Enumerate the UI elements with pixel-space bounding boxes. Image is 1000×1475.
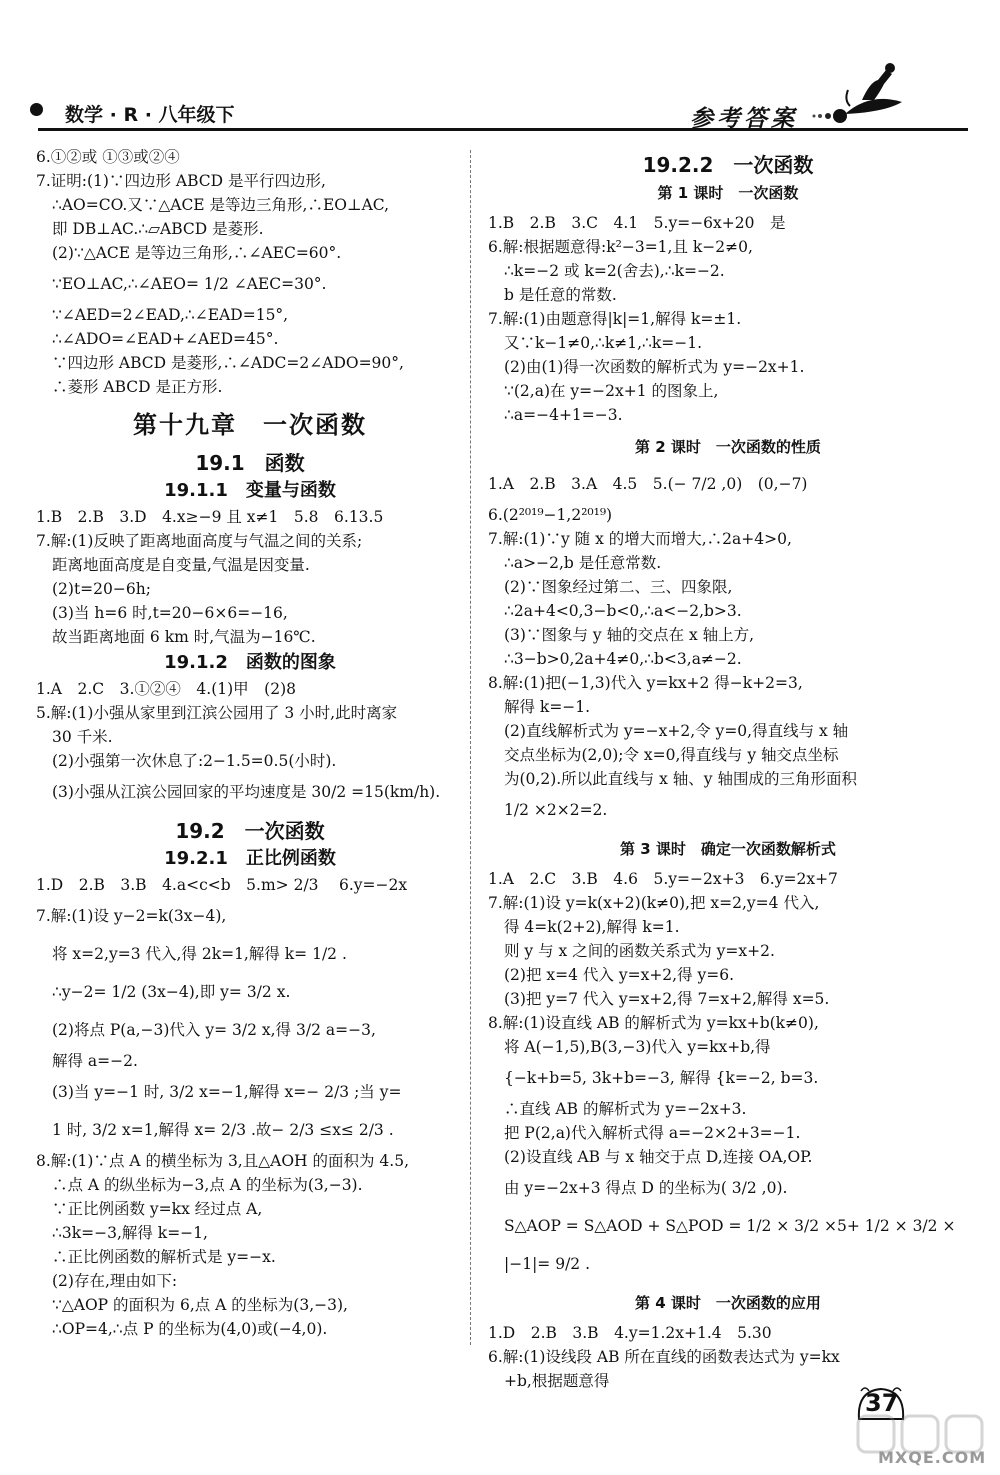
answer-line: 6.(2²⁰¹⁹−1,2²⁰¹⁹) [488,506,613,524]
answer-line: (2)小强第一次休息了:2−1.5=0.5(小时). [52,752,337,770]
answer-line: 7.解:(1)设 y−2=k(3x−4), [36,907,227,925]
answer-line: (2)∵图象经过第二、三、四象限, [504,578,733,596]
answer-line: S△AOP = S△AOD + S△POD = 1/2 × 3/2 ×5+ 1/2 × 3/2 × [504,1217,956,1235]
answer-line: 1.A 2.B 3.A 4.5 5.(− 7/2 ,0) (0,−7) [488,475,808,493]
answer-line: ∴3−b>0,2a+4≠0,∴b<3,a≠−2. [504,650,742,668]
answer-line: 6.解:(1)设线段 AB 所在直线的函数表达式为 y=kx [488,1348,840,1366]
answer-line: (2)把 x=4 代入 y=x+2,得 y=6. [504,966,735,984]
answer-line: 故当距离地面 6 km 时,气温为−16℃. [52,628,316,646]
answer-line: 解得 a=−2. [52,1052,138,1070]
book-title: 数学 · R · 八年级下 [65,104,235,126]
answer-line: (2)由(1)得一次函数的解析式为 y=−2x+1. [504,358,805,376]
right-column [488,145,968,1393]
answer-line: 1.B 2.B 3.C 4.1 5.y=−6x+20 是 [488,214,786,232]
section-title: 19.2 一次函数 [175,819,325,843]
answer-line: ∵正比例函数 y=kx 经过点 A, [52,1200,263,1218]
answer-line: ∴a>−2,b 是任意常数. [504,554,662,572]
answer-line: |−1|= 9/2 . [504,1255,591,1273]
watermark-text: MXQE.COM [878,1448,987,1467]
answer-line: ∵△AOP 的面积为 6,点 A 的坐标为(3,−3), [52,1296,348,1314]
answer-line: (2)∵△ACE 是等边三角形,∴∠AEC=60°. [52,244,342,262]
answer-line: 把 P(2,a)代入解析式得 a=−2×2+3=−1. [504,1124,801,1142]
answer-line: (3)∵图象与 y 轴的交点在 x 轴上方, [504,626,755,644]
section-title: 19.1 函数 [195,451,305,475]
answer-line: 30 千米. [52,728,113,746]
answer-line: b 是任意的常数. [504,286,617,304]
answer-key-title: 参考答案 [690,105,798,132]
page-number-text: 37 [865,1389,899,1417]
answer-line: ∵∠AED=2∠EAD,∴∠EAD=15°, [52,306,289,324]
answer-line: ∴AO=CO.又∵△ACE 是等边三角形,∴EO⊥AC, [52,196,390,214]
answer-line: ∵EO⊥AC,∴∠AEO= 1/2 ∠AEC=30°. [52,275,327,293]
answer-line: ∴y−2= 1/2 (3x−4),即 y= 3/2 x. [52,983,291,1001]
answer-line: 交点坐标为(2,0);令 x=0,得直线与 y 轴交点坐标 [504,746,839,764]
answer-line: 得 4=k(2+2),解得 k=1. [504,918,680,936]
answer-line: 8.解:(1)设直线 AB 的解析式为 y=kx+b(k≠0), [488,1014,819,1032]
answer-line: 1.D 2.B 3.B 4.y=1.2x+1.4 5.30 [488,1324,772,1342]
answer-line: (2)设直线 AB 与 x 轴交于点 D,连接 OA,OP. [504,1148,813,1166]
lesson-title: 第 1 课时 一次函数 [657,184,799,202]
answer-line: 将 A(−1,5),B(3,−3)代入 y=kx+b,得 [504,1038,771,1056]
header-rule [38,128,968,131]
answer-line: 6.解:根据题意得:k²−3=1,且 k−2≠0, [488,238,753,256]
answer-line: ∴k=−2 或 k=2(舍去),∴k=−2. [504,262,725,280]
answer-line: ∴正比例函数的解析式是 y=−x. [52,1248,276,1266]
answer-line: (3)小强从江滨公园回家的平均速度是 30/2 =15(km/h). [52,783,441,801]
column-divider [470,150,471,1345]
left-column [36,145,464,1341]
answer-line: 1 时, 3/2 x=1,解得 x= 2/3 .故− 2/3 ≤x≤ 2/3 . [52,1121,394,1139]
subsection-title: 19.2.1 正比例函数 [164,848,336,869]
subsection-title: 19.1.2 函数的图象 [164,652,336,673]
answer-line: +b,根据题意得 [504,1372,610,1390]
answer-line: 7.解:(1)由题意得|k|=1,解得 k=±1. [488,310,742,328]
answer-line: 1.A 2.C 3.①②④ 4.(1)甲 (2)8 [36,680,296,698]
answer-line: 由 y=−2x+3 得点 D 的坐标为( 3/2 ,0). [504,1179,788,1197]
chapter-title: 第十九章 一次函数 [133,411,367,439]
answer-line: 1.A 2.C 3.B 4.6 5.y=−2x+3 6.y=2x+7 [488,870,838,888]
answer-line: 1/2 ×2×2=2. [504,801,608,819]
answer-line: (2)直线解析式为 y=−x+2,令 y=0,得直线与 x 轴 [504,722,849,740]
answer-line: 距离地面高度是自变量,气温是因变量. [52,556,310,574]
answer-line: ∴3k=−3,解得 k=−1, [52,1224,208,1242]
answer-line: (3)当 y=−1 时, 3/2 x=−1,解得 x=− 2/3 ;当 y= [52,1083,402,1101]
section-title: 19.2.2 一次函数 [642,153,814,177]
answer-line: 8.解:(1)把(−1,3)代入 y=kx+2 得−k+2=3, [488,674,803,692]
answer-line: 1.B 2.B 3.D 4.x≥−9 且 x≠1 5.8 6.13.5 [36,508,384,526]
lesson-title: 第 4 课时 一次函数的应用 [635,1294,821,1312]
lesson-title: 第 2 课时 一次函数的性质 [635,438,821,456]
page-header [0,0,1000,140]
answer-line: ∴a=−4+1=−3. [504,406,623,424]
surfer-icon [840,62,910,122]
answer-line: 5.解:(1)小强从家里到江滨公园用了 3 小时,此时离家 [36,704,398,722]
answer-line: (3)把 y=7 代入 y=x+2,得 7=x+2,解得 x=5. [504,990,830,1008]
answer-line: 将 x=2,y=3 代入,得 2k=1,解得 k= 1/2 . [52,945,347,963]
answer-line: 6.①②或 ①③或②④ [36,148,180,166]
answer-line: 则 y 与 x 之间的函数关系式为 y=x+2. [504,942,775,960]
answer-line: 8.解:(1)∵点 A 的横坐标为 3,且△AOH 的面积为 4.5, [36,1152,409,1170]
answer-line: ∴2a+4<0,3−b<0,∴a<−2,b>3. [504,602,742,620]
answer-line: (3)当 h=6 时,t=20−6×6=−16, [52,604,288,622]
bullet-dot [30,103,43,116]
answer-line: (2)将点 P(a,−3)代入 y= 3/2 x,得 3/2 a=−3, [52,1021,376,1039]
answer-line: 7.解:(1)∵y 随 x 的增大而增大,∴2a+4>0, [488,530,792,548]
answer-line: 又∵k−1≠0,∴k≠1,∴k=−1. [504,334,703,352]
answer-line: 7.解:(1)设 y=k(x+2)(k≠0),把 x=2,y=4 代入, [488,894,820,912]
answer-line: (2)存在,理由如下: [52,1272,178,1290]
answer-line: ∴直线 AB 的解析式为 y=−2x+3. [504,1100,747,1118]
answer-line: ∵(2,a)在 y=−2x+1 的图象上, [504,382,719,400]
answer-line: ∴点 A 的纵坐标为−3,点 A 的坐标为(3,−3). [52,1176,363,1194]
answer-line: 7.证明:(1)∵四边形 ABCD 是平行四边形, [36,172,326,190]
answer-line: (2)t=20−6h; [52,580,151,598]
answer-line: 7.解:(1)反映了距离地面高度与气温之间的关系; [36,532,363,550]
answer-line: ∴∠ADO=∠EAD+∠AED=45°. [52,330,279,348]
answer-line: ∴OP=4,∴点 P 的坐标为(4,0)或(−4,0). [52,1320,328,1338]
answer-line: 1.D 2.B 3.B 4.a<c<b 5.m> 2/3 6.y=−2x [36,876,408,894]
answer-line: 即 DB⊥AC.∴▱ABCD 是菱形. [52,220,264,238]
answer-line: 解得 k=−1. [504,698,591,716]
answer-line: 为(0,2).所以此直线与 x 轴、y 轴围成的三角形面积 [504,770,857,788]
answer-line: ∴菱形 ABCD 是正方形. [52,378,223,396]
answer-line: {−k+b=5, 3k+b=−3, 解得 {k=−2, b=3. [504,1069,819,1087]
lesson-title: 第 3 课时 确定一次函数解析式 [620,840,836,858]
answer-line: ∵四边形 ABCD 是菱形,∴∠ADC=2∠ADO=90°, [52,354,404,372]
subsection-title: 19.1.1 变量与函数 [164,480,336,501]
